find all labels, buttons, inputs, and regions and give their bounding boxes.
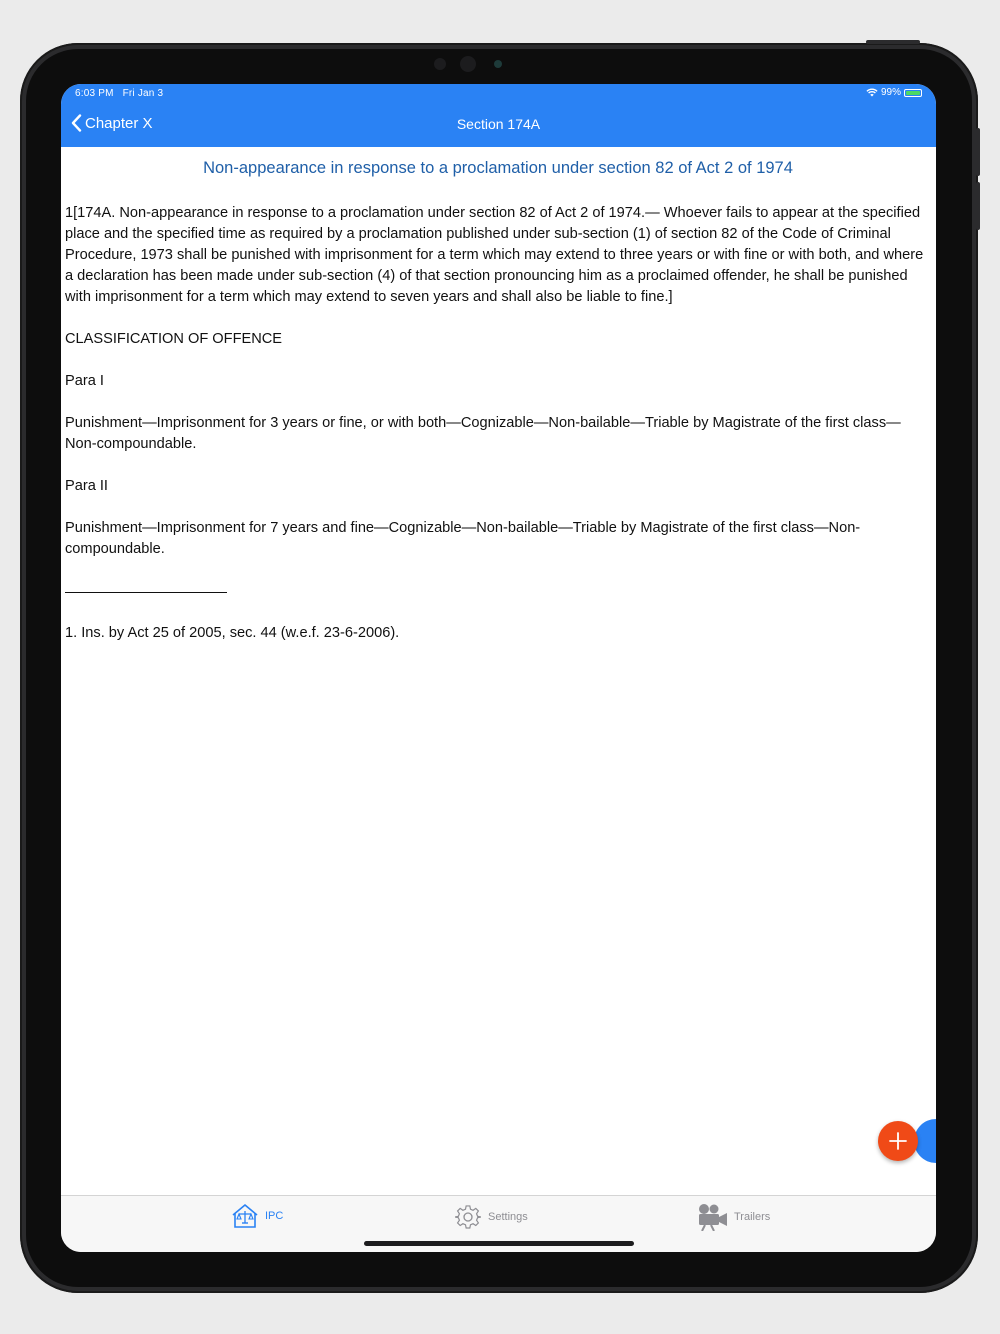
camera-indicator: [494, 60, 502, 68]
para-1-label: Para I: [65, 373, 104, 389]
nav-header: [61, 84, 936, 147]
classification-heading: CLASSIFICATION OF OFFENCE: [65, 331, 283, 347]
section-body: 1[174A. Non-appearance in response to a proclamation under section 82 of Act 2 of 1974.— Whoever fails to appear at the specified place and the specified time as required by a proclamation published under sub-section (1) of section 82 of the Code of Criminal Procedure, 1973 shall be punished with imprisonment for a term which may extend to three years or with fine or with both, and where a declaration has been made under sub-section (4) of that section pronouncing him as a proclaimed offender, he shall be punished with imprisonment for a term which may extend to seven years and shall also be liable to fine.]: [65, 205, 924, 305]
volume-down-button: [976, 182, 980, 230]
back-button-label: Chapter X: [85, 114, 153, 132]
gear-icon: [454, 1203, 482, 1231]
camera-lens: [460, 56, 476, 72]
status-date-text: Fri Jan 3: [122, 88, 164, 99]
wifi-icon: [866, 88, 878, 97]
app-screen: [61, 84, 936, 1252]
tab-ipc[interactable]: [231, 1203, 283, 1229]
para-2-text: Punishment—Imprisonment for 7 years and fine—Cognizable—Non-bailable—Triable by Magistrate of the first class—Non-compoundable.: [65, 520, 861, 557]
section-content: [65, 147, 931, 644]
tab-trailers-label: Trailers: [734, 1211, 771, 1223]
status-time: [75, 88, 163, 99]
footnote-divider: [65, 592, 227, 593]
footnote: 1. Ins. by Act 25 of 2005, sec. 44 (w.e.f. 23-6-2006).: [65, 625, 400, 641]
scales-house-icon: [231, 1203, 259, 1229]
movie-camera-icon: [696, 1203, 728, 1231]
status-indicators: [866, 87, 922, 98]
tab-settings[interactable]: [454, 1203, 528, 1231]
battery-percent: 99%: [880, 87, 901, 98]
camera-sensor: [434, 58, 446, 70]
volume-up-button: [976, 128, 980, 176]
top-button: [866, 40, 920, 44]
para-1-text: Punishment—Imprisonment for 3 years or fine, or with both—Cognizable—Non-bailable—Triable by Magistrate of the first class—Non-compoundable.: [65, 415, 901, 452]
status-time-text: 6:03 PM: [75, 88, 114, 99]
para-2-label: Para II: [65, 478, 108, 494]
tab-ipc-label: IPC: [265, 1210, 284, 1222]
section-heading: Non-appearance in response to a proclamation under section 82 of Act 2 of 1974: [203, 159, 793, 177]
add-button[interactable]: [878, 1121, 918, 1161]
home-indicator: [364, 1241, 634, 1246]
plus-icon: [888, 1131, 908, 1151]
tab-settings-label: Settings: [488, 1211, 528, 1223]
page-title: Section 174A: [456, 116, 541, 132]
battery-icon: [904, 89, 922, 97]
tab-trailers[interactable]: [696, 1203, 770, 1231]
